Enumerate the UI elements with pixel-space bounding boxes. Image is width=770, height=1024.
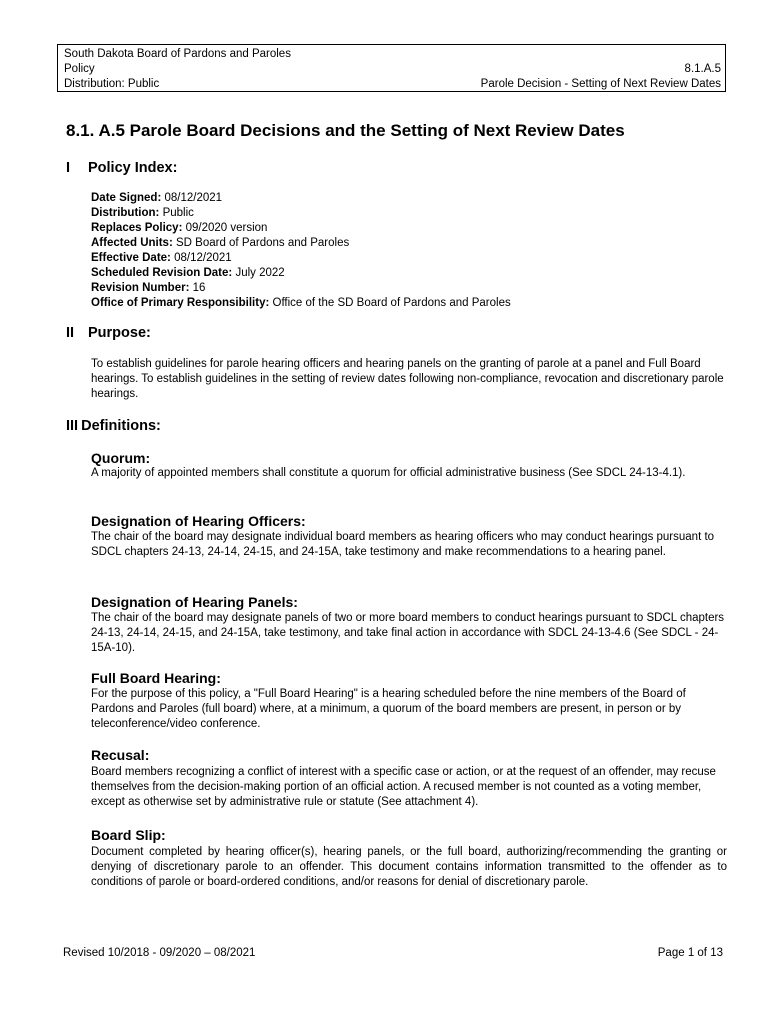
index-label: Date Signed: (91, 192, 162, 204)
section-number: II (66, 325, 75, 341)
policy-index-list (91, 191, 511, 311)
index-row (91, 251, 511, 266)
index-label: Replaces Policy: (91, 222, 183, 234)
index-label: Office of Primary Responsibility: (91, 297, 270, 309)
section-heading-index (66, 160, 177, 176)
section-title: Purpose: (88, 325, 151, 341)
definition-term-hearing-panels: Designation of Hearing Panels: (91, 594, 298, 610)
index-label: Revision Number: (91, 282, 190, 294)
definition-text-full-board-hearing: For the purpose of this policy, a "Full Board Hearing" is a hearing scheduled before the nine members of the Board of Pardons and Paroles (full board) where, at a minimum, a quorum of the board members are present, in person or by teleconference/video conference. (91, 688, 686, 730)
definition-term-recusal: Recusal: (91, 747, 150, 763)
definition-term-quorum: Quorum: (91, 450, 151, 466)
page-title: 8.1. A.5 Parole Board Decisions and the Setting of Next Review Dates (66, 121, 625, 140)
section-title: Policy Index: (88, 160, 178, 176)
index-value: Office of the SD Board of Pardons and Paroles (272, 297, 511, 309)
index-row (91, 236, 511, 251)
section-title: Definitions: (81, 418, 161, 434)
index-label: Scheduled Revision Date: (91, 267, 233, 279)
index-row (91, 296, 511, 311)
index-value: SD Board of Pardons and Paroles (175, 237, 350, 249)
header-distribution: Distribution: Public (64, 78, 160, 90)
section-heading-purpose (66, 325, 151, 341)
index-row (91, 191, 511, 206)
definition-text-quorum: A majority of appointed members shall constitute a quorum for official administrative business (See SDCL 24-13-4.1). (91, 467, 686, 479)
index-label: Affected Units: (91, 237, 173, 249)
definition-text-board-slip: Document completed by hearing officer(s), hearing panels, or the full board, authorizing/recommending the granting or denying of discretionary parole to an offender. This document contains information transmitted to the offender as to conditions of parole or board-ordered conditions, and/or reasons for denial of discretionary parole. (91, 846, 727, 888)
definition-text-hearing-panels: The chair of the board may designate panels of two or more board members to conduct hearings pursuant to SDCL chapters 24-13, 24-14, 24-15, and 24-15A, take testimony, and take final action in accordance with SDCL 24-13-4.6 (See SDCL - 24-15A-10). (91, 612, 725, 654)
index-label: Distribution: (91, 207, 160, 219)
header-org: South Dakota Board of Pardons and Paroles (64, 48, 291, 60)
index-value: 16 (192, 282, 206, 294)
purpose-text: To establish guidelines for parole hearing officers and hearing panels on the granting of parole at a panel and Full Board hearings. To establish guidelines in the setting of review dates following non-compliance, revocation and discretionary parole hearings. (91, 358, 724, 400)
index-row (91, 206, 511, 221)
index-row (91, 281, 511, 296)
footer-page-number: Page 1 of 13 (657, 947, 723, 959)
index-value: 08/12/2021 (174, 252, 232, 264)
index-value: 09/2020 version (185, 222, 268, 234)
index-row (91, 266, 511, 281)
definition-term-board-slip: Board Slip: (91, 827, 166, 843)
section-number: III (66, 418, 79, 434)
definition-text-recusal: Board members recognizing a conflict of interest with a specific case or action, or at the request of an offender, may recuse themselves from the decision-making portion of an official action. A recused member is not counted as a voting member, except as otherwise set by administrative rule or statute (See attachment 4). (91, 766, 716, 808)
definition-term-full-board-hearing: Full Board Hearing: (91, 670, 221, 686)
index-row (91, 221, 511, 236)
index-label: Effective Date: (91, 252, 171, 264)
section-number: I (66, 160, 71, 176)
header-type: Policy (64, 63, 95, 75)
index-value: Public (162, 207, 194, 219)
footer-revised: Revised 10/2018 - 09/2020 – 08/2021 (63, 947, 256, 959)
header-policy-name: Parole Decision - Setting of Next Review Dates (480, 78, 721, 90)
document-header (57, 44, 726, 92)
section-heading-definitions (66, 418, 161, 434)
definition-term-hearing-officers: Designation of Hearing Officers: (91, 513, 306, 529)
definition-text-hearing-officers: The chair of the board may designate individual board members as hearing officers who may conduct hearings pursuant to SDCL chapters 24-13, 24-14, 24-15, and 24-15A, take testimony and make recommendations to a hearing panel. (91, 531, 715, 558)
index-value: 08/12/2021 (164, 192, 223, 204)
index-value: July 2022 (235, 267, 285, 279)
header-policy-number: 8.1.A.5 (684, 63, 721, 75)
